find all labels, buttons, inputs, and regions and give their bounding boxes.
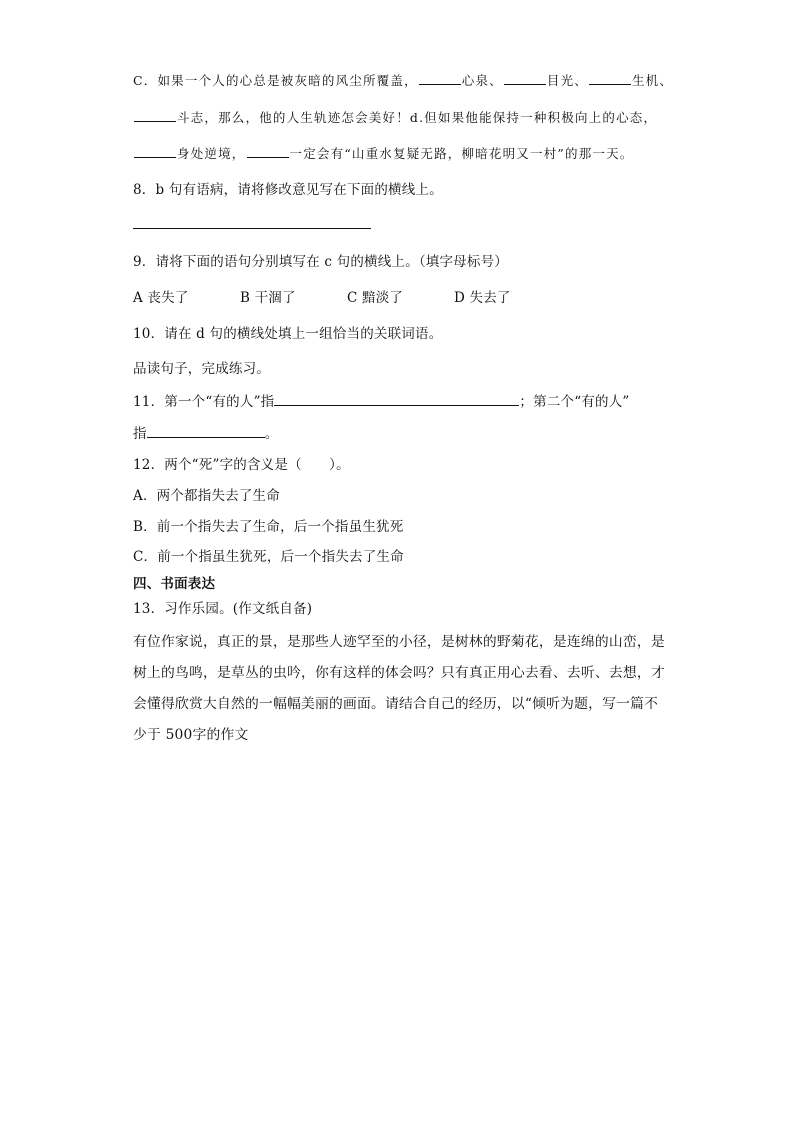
question-10: 10．请在 d 句的横线处填上一组恰当的关联词语。 xyxy=(133,326,443,342)
reading-instruction: 品读句子，完成练习。 xyxy=(133,361,270,377)
answer-line[interactable] xyxy=(133,228,371,229)
question-11-line-2 xyxy=(133,422,278,442)
question-11-text: 。 xyxy=(264,426,279,442)
question-12: 12．两个“死”字的含义是（ ）。 xyxy=(133,457,350,473)
question-11-text: ；第二个“有的人” xyxy=(519,394,630,410)
essay-prompt-line: 少于 500字的作文 xyxy=(133,727,249,743)
answer-blank[interactable] xyxy=(274,391,519,406)
question-12-option-c: C．前一个指虽生犹死，后一个指失去了生命 xyxy=(133,549,404,565)
question-12-option-a: A．两个都指失去了生命 xyxy=(133,488,280,504)
answer-blank[interactable] xyxy=(134,107,176,122)
question-11-line-1 xyxy=(133,390,630,410)
c-sentence-text: 生机、 xyxy=(631,73,674,88)
option-c: C 黯淡了 xyxy=(347,290,404,306)
answer-blank[interactable] xyxy=(247,143,289,158)
answer-blank[interactable] xyxy=(134,143,176,158)
section-heading: 四、书面表达 xyxy=(133,576,216,592)
answer-blank[interactable] xyxy=(147,423,265,438)
c-sentence-line-2 xyxy=(133,107,657,126)
essay-prompt-line: 有位作家说，真正的景，是那些人迹罕至的小径，是树林的野菊花，是连绵的山峦，是 xyxy=(133,634,665,650)
answer-blank[interactable] xyxy=(589,70,631,85)
question-9: 9．请将下面的语句分别填写在 c 句的横线上。（填字母标号） xyxy=(133,254,508,270)
c-sentence-text: 目光、 xyxy=(546,73,588,88)
c-sentence-text: C．如果一个人的心总是被灰暗的风尘所覆盖， xyxy=(133,73,418,88)
essay-prompt-line: 树上的鸟鸣，是草丛的虫吟，你有这样的体会吗？只有真正用心去看、去听、去想，才 xyxy=(133,665,665,681)
question-11-text: 指 xyxy=(133,426,147,442)
option-a: A 丧失了 xyxy=(133,290,189,306)
question-12-option-b: B．前一个指失去了生命，后一个指虽生犹死 xyxy=(133,519,404,535)
option-b: B 干涸了 xyxy=(240,290,296,306)
c-sentence-text: 身处逆境， xyxy=(177,146,246,161)
c-sentence-text: 一定会有“山重水复疑无路，柳暗花明又一村”的那一天。 xyxy=(289,146,634,161)
question-9-options xyxy=(133,286,561,306)
answer-blank[interactable] xyxy=(419,70,461,85)
c-sentence-text: 斗志，那么，他的人生轨迹怎会美好！d.但如果他能保持一种积极向上的心态， xyxy=(177,110,658,125)
question-8: 8．b 句有语病，请将修改意见写在下面的横线上。 xyxy=(133,182,443,198)
option-d: D 失去了 xyxy=(454,290,511,306)
question-13-title: 13．习作乐园。(作文纸自备) xyxy=(133,601,313,617)
answer-blank[interactable] xyxy=(504,70,546,85)
essay-prompt-line: 会懂得欣赏大自然的一幅幅美丽的画面。请结合自己的经历，以“倾听为题，写一篇不 xyxy=(133,696,659,712)
c-sentence-text: 心泉、 xyxy=(461,73,503,88)
question-11-text: 11．第一个“有的人”指 xyxy=(133,394,275,410)
c-sentence-line-3 xyxy=(133,143,634,162)
c-sentence-line-1 xyxy=(133,70,673,89)
